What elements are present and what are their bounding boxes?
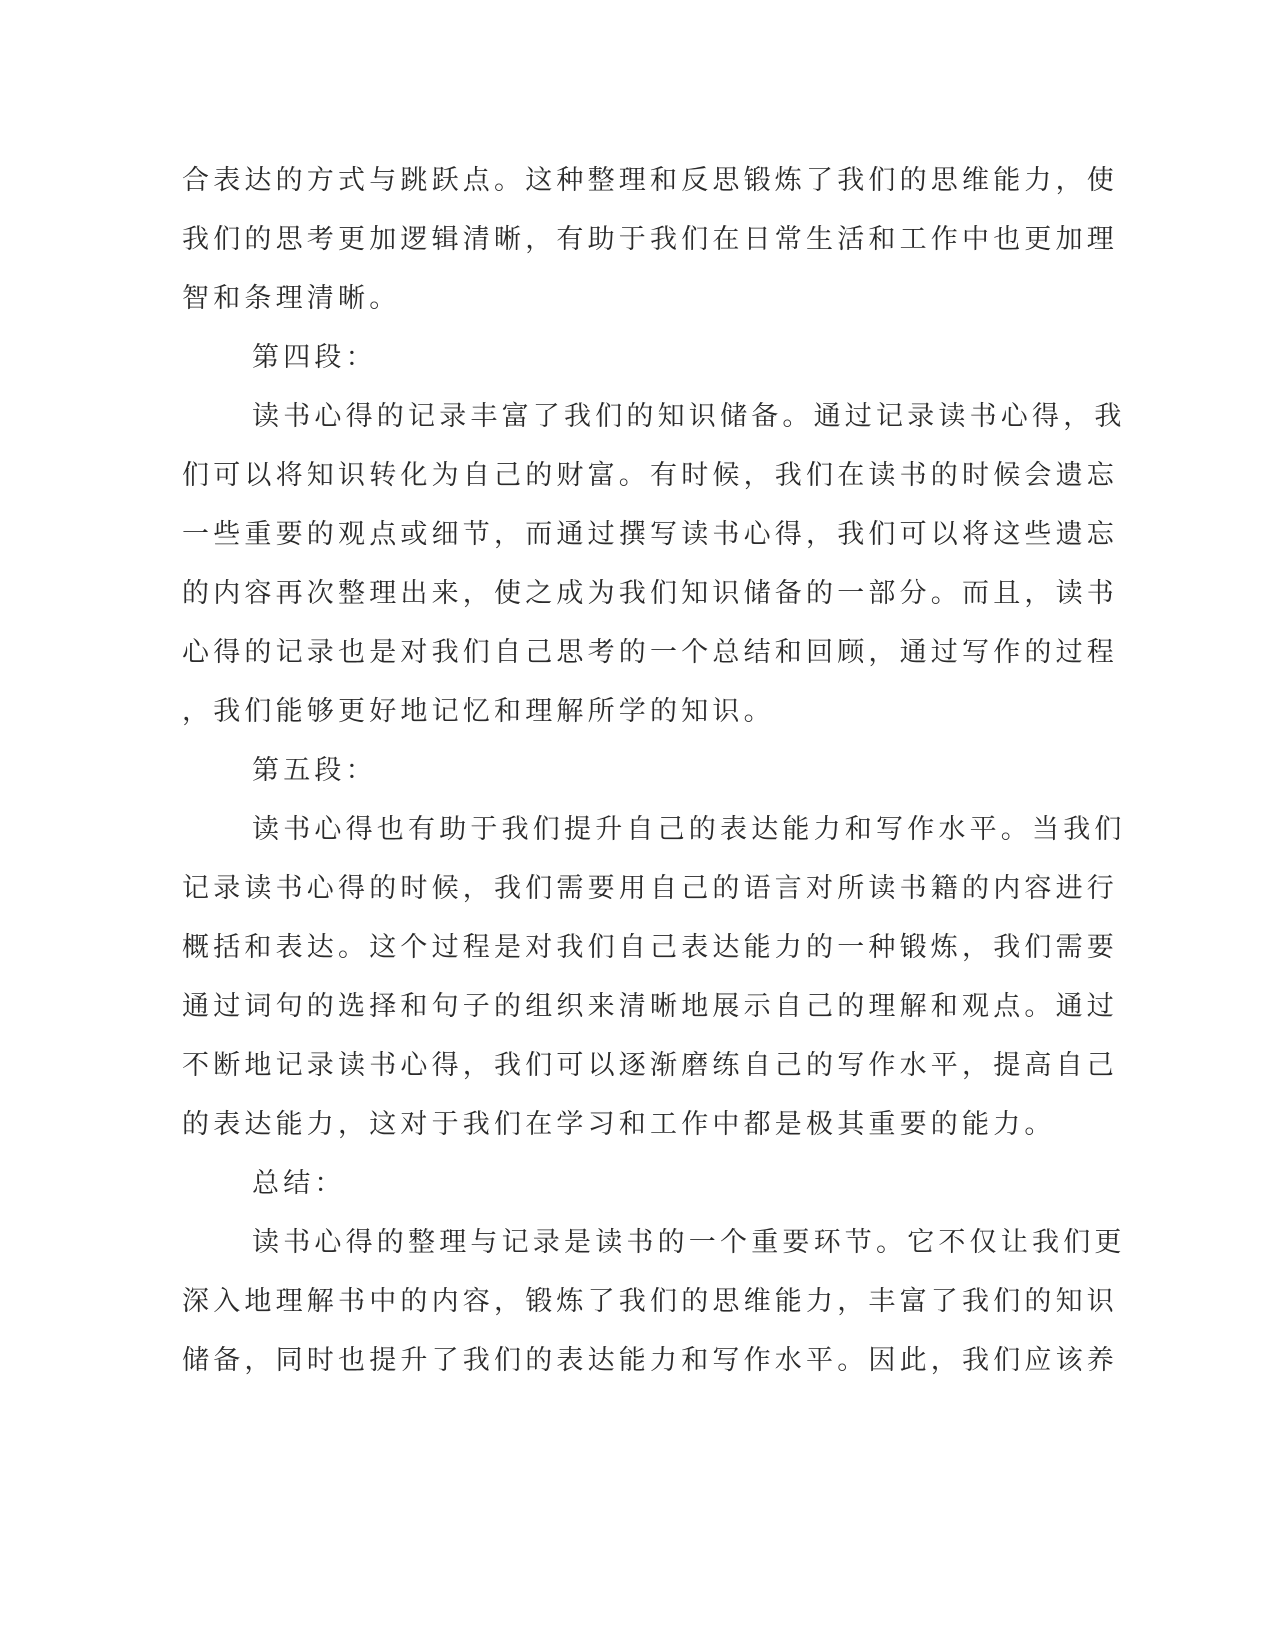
summary-line-1: 读书心得的整理与记录是读书的一个重要环节。它不仅让我们更 xyxy=(252,1227,1126,1258)
paragraph-5-line-3: 概括和表达。这个过程是对我们自己表达能力的一种锻炼，我们需要 xyxy=(182,932,1118,963)
paragraph-4-line-6: ，我们能够更好地记忆和理解所学的知识。 xyxy=(182,696,775,727)
paragraph-5-line-2: 记录读书心得的时候，我们需要用自己的语言对所读书籍的内容进行 xyxy=(182,873,1118,904)
paragraph-4-line-3: 一些重要的观点或细节，而通过撰写读书心得，我们可以将这些遗忘 xyxy=(182,519,1118,550)
paragraph-4-line-5: 心得的记录也是对我们自己思考的一个总结和回顾，通过写作的过程 xyxy=(182,637,1118,668)
paragraph-5-line-4: 通过词句的选择和句子的组织来清晰地展示自己的理解和观点。通过 xyxy=(182,991,1118,1022)
summary-line-3: 储备，同时也提升了我们的表达能力和写作水平。因此，我们应该养 xyxy=(182,1345,1118,1376)
paragraph-5-line-6: 的表达能力，这对于我们在学习和工作中都是极其重要的能力。 xyxy=(182,1109,1056,1140)
summary-line-2: 深入地理解书中的内容，锻炼了我们的思维能力，丰富了我们的知识 xyxy=(182,1286,1118,1317)
paragraph-5-line-1: 读书心得也有助于我们提升自己的表达能力和写作水平。当我们 xyxy=(252,814,1126,845)
paragraph-4-line-4: 的内容再次整理出来，使之成为我们知识储备的一部分。而且，读书 xyxy=(182,578,1118,609)
paragraph-5-line-5: 不断地记录读书心得，我们可以逐渐磨练自己的写作水平，提高自己 xyxy=(182,1050,1118,1081)
paragraph-3-line-1: 合表达的方式与跳跃点。这种整理和反思锻炼了我们的思维能力，使 xyxy=(182,165,1118,196)
section-heading-4: 第四段： xyxy=(252,342,377,373)
paragraph-3-line-3: 智和条理清晰。 xyxy=(182,283,401,314)
section-heading-5: 第五段： xyxy=(252,755,377,786)
paragraph-4-line-1: 读书心得的记录丰富了我们的知识储备。通过记录读书心得，我 xyxy=(252,401,1126,432)
paragraph-3-line-2: 我们的思考更加逻辑清晰，有助于我们在日常生活和工作中也更加理 xyxy=(182,224,1118,255)
paragraph-4-line-2: 们可以将知识转化为自己的财富。有时候，我们在读书的时候会遗忘 xyxy=(182,460,1118,491)
section-heading-summary: 总结： xyxy=(252,1168,346,1199)
